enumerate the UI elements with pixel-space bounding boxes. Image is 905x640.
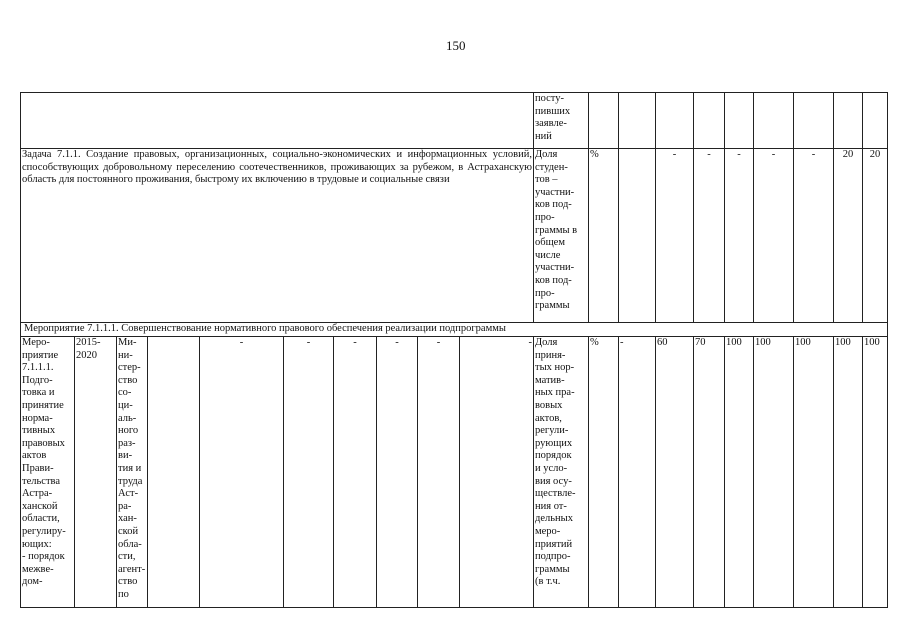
activity-value: 100	[754, 337, 794, 608]
activity-value: 100	[794, 337, 834, 608]
continuation-indicator: посту- пивших заявле- ний	[534, 93, 589, 149]
continuation-row	[21, 93, 888, 149]
finance-cell: -	[334, 337, 377, 608]
task-text: Задача 7.1.1. Создание правовых, организационных, социально-экономических и информационных условий, способствующих добровольному переселению соотечественников, проживающих за рубежом, в Астраханскую область для постоянного проживания, быстрому их включению в трудовые и социальные связи	[21, 149, 534, 323]
activity-period: 2015- 2020	[75, 337, 117, 608]
task-value: 20	[863, 149, 888, 323]
continuation-blank	[21, 93, 534, 149]
task-value: 20	[834, 149, 863, 323]
finance-cell	[148, 337, 200, 608]
activity-indicator: Доля приня- тых нор- матив- ных пра- вовых актов, регули- рующих порядок и усло- вия осу- ществле- ния от- дельных меро- приятий подпро- граммы (в т.ч.	[534, 337, 589, 608]
task-value: -	[656, 149, 694, 323]
activity-value: 100	[834, 337, 863, 608]
activity-row	[21, 337, 888, 608]
task-value: -	[794, 149, 834, 323]
task-value: -	[754, 149, 794, 323]
activity-executor: Ми- ни- стер- ство со- ци- аль- ного раз- ви- тия и труда Аст- ра- хан- ской обла- сти, агент- ство по	[117, 337, 148, 608]
finance-cell: -	[377, 337, 418, 608]
finance-cell: -	[284, 337, 334, 608]
finance-cell: -	[418, 337, 460, 608]
program-table	[20, 92, 888, 608]
task-value: -	[725, 149, 754, 323]
finance-cell: -	[200, 337, 284, 608]
activity-unit: %	[589, 337, 619, 608]
activity-value: 70	[694, 337, 725, 608]
task-unit: %	[589, 149, 619, 323]
activity-value: 100	[725, 337, 754, 608]
page-number: 150	[446, 38, 466, 53]
task-value: -	[694, 149, 725, 323]
activity-value: 60	[656, 337, 694, 608]
task-row	[21, 149, 888, 323]
finance-cell: -	[460, 337, 534, 608]
activity-value: -	[619, 337, 656, 608]
task-value	[619, 149, 656, 323]
activity-value: 100	[863, 337, 888, 608]
activity-header: Мероприятие 7.1.1.1. Совершенствование нормативного правового обеспечения реализации подпрограммы	[21, 323, 888, 337]
activity-name: Меро- приятие 7.1.1.1. Подго- товка и принятие норма- тивных правовых актов Прави- тельства Астра- ханской области, регулиру- ющих: - порядок межве- дом-	[21, 337, 75, 608]
activity-header-row	[21, 323, 888, 337]
task-indicator: Доля студен- тов – участни- ков под- про- граммы в общем числе участни- ков под- про- граммы	[534, 149, 589, 323]
